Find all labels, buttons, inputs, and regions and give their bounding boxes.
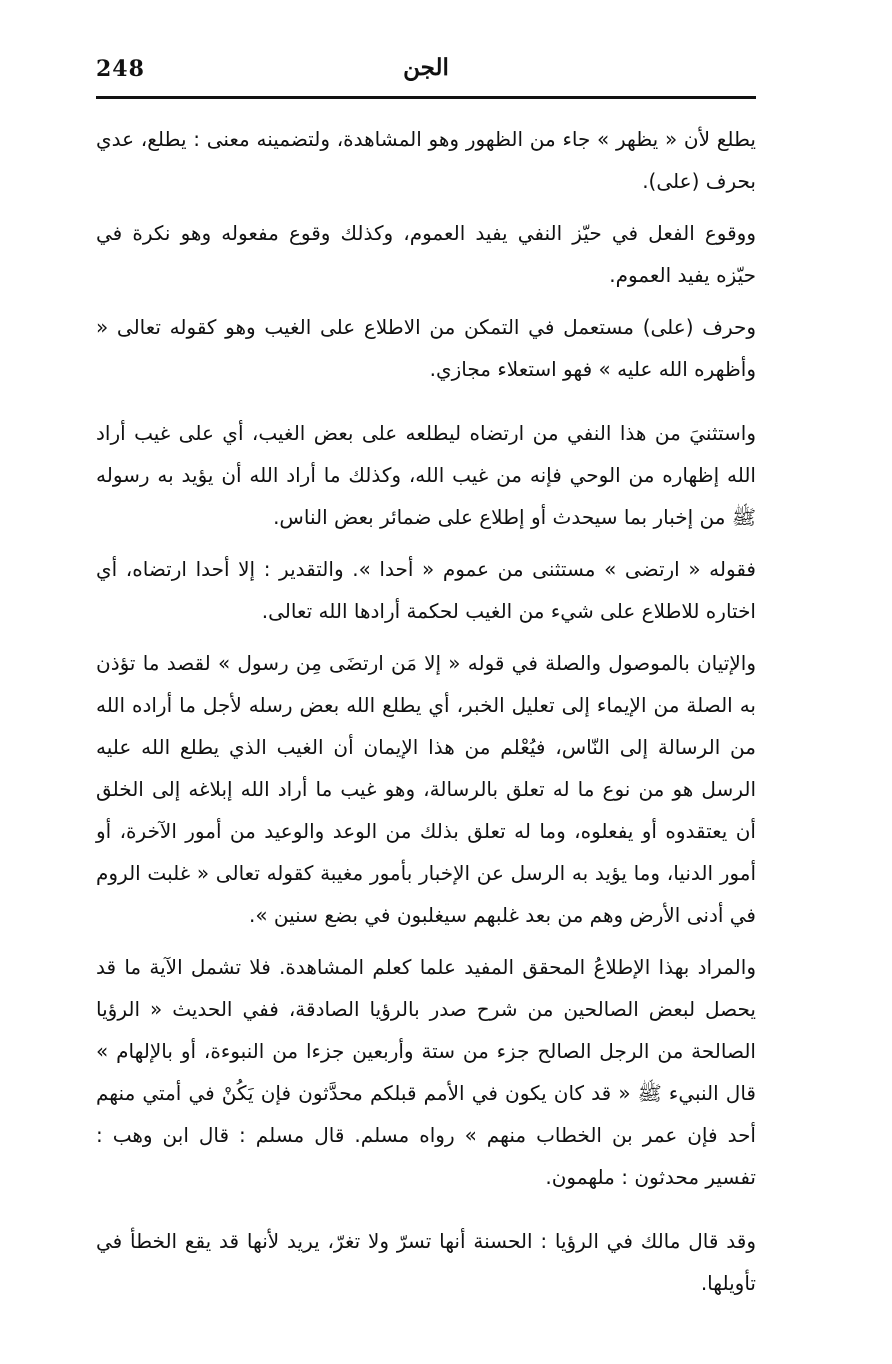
body-text (96, 118, 756, 1314)
paragraph-7: والمراد بهذا الإطلاعُ المحقق المفيد علما كعلم المشاهدة. فلا تشمل الآية ما قد يحصل لبعض الصالحين من شرح صدر بالرؤيا الصادقة، ففي الحديث « الرؤيا الصالحة من الرجل الصالح جزء من ستة وأربعين جزءا من النبوءة، أو بالإلهام » قال النبيء ﷺ « قد كان يكون في الأمم قبلكم محدَّثون فإن يَكُنْ في أمتي منهم أحد فإن عمر بن الخطاب منهم » رواه مسلم. قال مسلم : قال ابن وهب : تفسير محدثون : ملهمون. (96, 955, 756, 1189)
paragraph-2: ووقوع الفعل في حيّز النفي يفيد العموم، وكذلك وقوع مفعوله وهو نكرة في حيّزه يفيد العموم. (96, 221, 756, 287)
paragraph-8: وقد قال مالك في الرؤيا : الحسنة أنها تسرّ ولا تغرّ، يريد لأنها قد يقع الخطأ في تأويلها. (96, 1229, 756, 1295)
paragraph-3: وحرف (على) مستعمل في التمكن من الاطلاع على الغيب وهو كقوله تعالى « وأظهره الله عليه » فهو استعلاء مجازي. (96, 315, 756, 381)
paragraph-1: يطلع لأن « يظهر » جاء من الظهور وهو المشاهدة، ولتضمينه معنى : يطلع، عدي بحرف (على). (96, 127, 756, 193)
page-number: 248 (96, 56, 145, 82)
header-divider (96, 96, 756, 99)
paragraph-4: واستثنيَ من هذا النفي من ارتضاه ليطلعه على بعض الغيب، أي على غيب أراد الله إظهاره من الوحي فإنه من غيب الله، وكذلك ما أراد الله أن يؤيد به رسوله ﷺ من إخبار بما سيحدث أو إطلاع على ضمائر بعض الناس. (96, 421, 756, 529)
paragraph-5: فقوله « ارتضى » مستثنى من عموم « أحدا ». والتقدير : إلا أحدا ارتضاه، أي اختاره للاطلاع على شيء من الغيب لحكمة أرادها الله تعالى. (96, 557, 756, 623)
paragraph-6: والإتيان بالموصول والصلة في قوله « إلا مَن ارتضَى مِن رسول » لقصد ما تؤذن به الصلة من الإيماء إلى تعليل الخبر، أي يطلع الله بعض رسله لأجل ما أراده الله من الرسالة إلى النّاس، فيُعْلم من هذا الإيمان أن الغيب الذي يطلع الله عليه الرسل هو من نوع ما له تعلق بالرسالة، وهو غيب ما أراد الله إبلاغه إلى الخلق أن يعتقدوه أو يفعلوه، وما له تعلق بذلك من الوعد والوعيد من أمور الآخرة، أو أمور الدنيا، وما يؤيد به الرسل عن الإخبار بأمور مغيبة كقوله تعالى « غلبت الروم في أدنى الأرض وهم من بعد غلبهم سيغلبون في بضع سنين ». (96, 651, 756, 927)
page-header (96, 52, 756, 92)
running-title: الجن (403, 54, 449, 81)
